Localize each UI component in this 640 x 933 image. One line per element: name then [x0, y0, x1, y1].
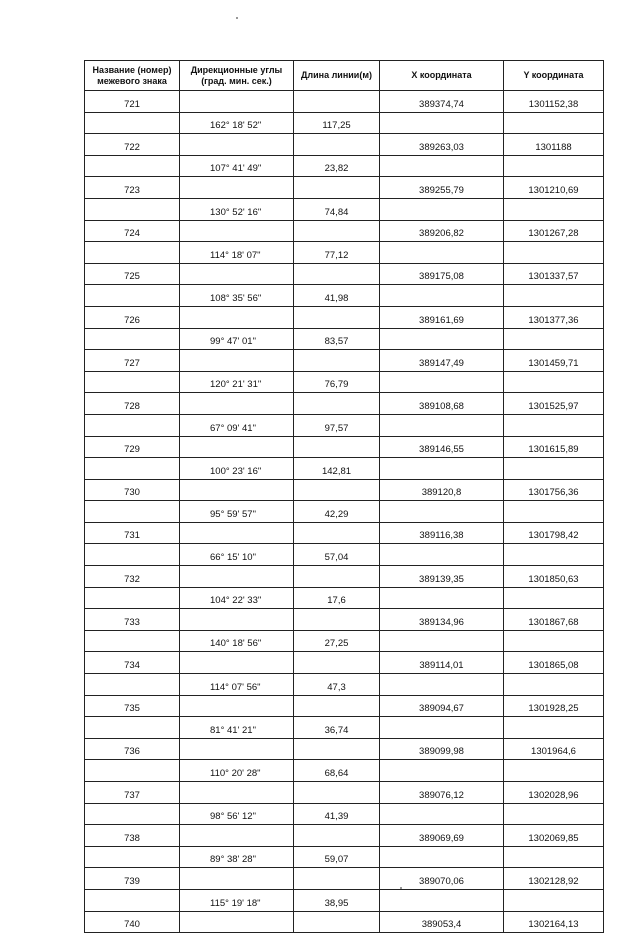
cell-x-coordinate	[380, 458, 504, 480]
cell-line-length: 57,04	[294, 544, 380, 566]
cell-y-coordinate: 1301188	[504, 134, 604, 156]
cell-x-coordinate	[380, 371, 504, 393]
cell-sign-name: 736	[85, 738, 180, 760]
cell-sign-name: 722	[85, 134, 180, 156]
cell-y-coordinate	[504, 803, 604, 825]
cell-line-length: 77,12	[294, 242, 380, 264]
cell-sign-name: 727	[85, 350, 180, 372]
table-row-segment	[85, 371, 604, 393]
cell-line-length	[294, 695, 380, 717]
cell-x-coordinate: 389146,55	[380, 436, 504, 458]
table-row-segment	[85, 760, 604, 782]
cell-line-length: 68,64	[294, 760, 380, 782]
cell-x-coordinate: 389134,96	[380, 609, 504, 631]
cell-direction-angle	[180, 220, 294, 242]
cell-direction-angle	[180, 436, 294, 458]
table-row-segment	[85, 803, 604, 825]
cell-direction-angle	[180, 350, 294, 372]
cell-x-coordinate: 389069,69	[380, 825, 504, 847]
cell-y-coordinate: 1301210,69	[504, 177, 604, 199]
header-x-coordinate: X координата	[380, 61, 504, 91]
cell-line-length	[294, 263, 380, 285]
cell-direction-angle	[180, 479, 294, 501]
cell-x-coordinate	[380, 112, 504, 134]
cell-direction-angle: 99° 47' 01"	[180, 328, 294, 350]
cell-direction-angle	[180, 652, 294, 674]
cell-x-coordinate: 389255,79	[380, 177, 504, 199]
cell-line-length	[294, 782, 380, 804]
cell-sign-name: 731	[85, 522, 180, 544]
cell-sign-name: 737	[85, 782, 180, 804]
cell-direction-angle	[180, 911, 294, 933]
cell-y-coordinate: 1301928,25	[504, 695, 604, 717]
cell-direction-angle	[180, 306, 294, 328]
table-row-segment	[85, 544, 604, 566]
cell-sign-name: 733	[85, 609, 180, 631]
table-row-segment	[85, 285, 604, 307]
cell-line-length	[294, 911, 380, 933]
cell-y-coordinate	[504, 155, 604, 177]
cell-x-coordinate	[380, 846, 504, 868]
cell-line-length: 83,57	[294, 328, 380, 350]
cell-y-coordinate	[504, 414, 604, 436]
cell-sign-name: 723	[85, 177, 180, 199]
cell-x-coordinate	[380, 889, 504, 911]
cell-direction-angle	[180, 566, 294, 588]
cell-x-coordinate	[380, 242, 504, 264]
cell-direction-angle	[180, 522, 294, 544]
cell-sign-name	[85, 242, 180, 264]
cell-y-coordinate	[504, 501, 604, 523]
cell-y-coordinate: 1301152,38	[504, 91, 604, 113]
cell-sign-name: 730	[85, 479, 180, 501]
cell-x-coordinate: 389206,82	[380, 220, 504, 242]
cell-sign-name: 740	[85, 911, 180, 933]
cell-x-coordinate: 389374,74	[380, 91, 504, 113]
cell-line-length: 47,3	[294, 674, 380, 696]
cell-line-length: 42,29	[294, 501, 380, 523]
cell-line-length	[294, 479, 380, 501]
cell-y-coordinate: 1301850,63	[504, 566, 604, 588]
cell-line-length	[294, 350, 380, 372]
cell-direction-angle: 108° 35' 56"	[180, 285, 294, 307]
cell-sign-name: 728	[85, 393, 180, 415]
cell-direction-angle	[180, 825, 294, 847]
table-row-segment	[85, 587, 604, 609]
table-row-segment	[85, 630, 604, 652]
table-row-point	[85, 436, 604, 458]
table-row-segment	[85, 242, 604, 264]
cell-x-coordinate	[380, 803, 504, 825]
table-row-point	[85, 911, 604, 933]
cell-x-coordinate: 389175,08	[380, 263, 504, 285]
cell-sign-name	[85, 803, 180, 825]
cell-sign-name: 724	[85, 220, 180, 242]
cell-direction-angle: 114° 18' 07"	[180, 242, 294, 264]
cell-line-length	[294, 436, 380, 458]
table-row-point	[85, 177, 604, 199]
cell-direction-angle	[180, 868, 294, 890]
header-row	[85, 61, 604, 91]
cell-y-coordinate	[504, 544, 604, 566]
cell-x-coordinate: 389070,06	[380, 868, 504, 890]
table-row-point	[85, 738, 604, 760]
table-row-segment	[85, 889, 604, 911]
table-header	[85, 61, 604, 91]
cell-sign-name	[85, 328, 180, 350]
table-row-point	[85, 652, 604, 674]
cell-direction-angle	[180, 91, 294, 113]
cell-sign-name	[85, 112, 180, 134]
table-row-point	[85, 306, 604, 328]
cell-x-coordinate	[380, 674, 504, 696]
table-row-point	[85, 566, 604, 588]
cell-line-length: 36,74	[294, 717, 380, 739]
header-line-length: Длина линии(м)	[294, 61, 380, 91]
cell-x-coordinate	[380, 544, 504, 566]
table-row-segment	[85, 674, 604, 696]
cell-sign-name	[85, 587, 180, 609]
table-row-segment	[85, 198, 604, 220]
cell-line-length: 41,98	[294, 285, 380, 307]
table-row-segment	[85, 155, 604, 177]
table-row-segment	[85, 717, 604, 739]
cell-y-coordinate: 1301615,89	[504, 436, 604, 458]
cell-direction-angle	[180, 695, 294, 717]
cell-y-coordinate	[504, 674, 604, 696]
cell-x-coordinate: 389147,49	[380, 350, 504, 372]
header-sign-name: Название (номер) межевого знака	[85, 61, 180, 91]
cell-direction-angle: 140° 18' 56"	[180, 630, 294, 652]
cell-y-coordinate: 1301377,36	[504, 306, 604, 328]
table-row-point	[85, 91, 604, 113]
cell-line-length: 27,25	[294, 630, 380, 652]
cell-direction-angle	[180, 738, 294, 760]
cell-y-coordinate: 1302164,13	[504, 911, 604, 933]
cell-direction-angle: 104° 22' 33"	[180, 587, 294, 609]
cell-sign-name	[85, 674, 180, 696]
cell-line-length: 97,57	[294, 414, 380, 436]
cell-line-length	[294, 177, 380, 199]
cell-sign-name	[85, 371, 180, 393]
cell-y-coordinate	[504, 717, 604, 739]
cell-y-coordinate: 1301867,68	[504, 609, 604, 631]
cell-sign-name	[85, 717, 180, 739]
cell-direction-angle: 98° 56' 12"	[180, 803, 294, 825]
table-row-point	[85, 134, 604, 156]
cell-sign-name: 734	[85, 652, 180, 674]
cell-line-length	[294, 220, 380, 242]
table-row-point	[85, 825, 604, 847]
cell-y-coordinate	[504, 889, 604, 911]
cell-line-length: 142,81	[294, 458, 380, 480]
cell-direction-angle: 130° 52' 16"	[180, 198, 294, 220]
cell-y-coordinate	[504, 371, 604, 393]
cell-line-length	[294, 868, 380, 890]
cell-y-coordinate	[504, 846, 604, 868]
cell-sign-name	[85, 630, 180, 652]
table-row-point	[85, 479, 604, 501]
cell-x-coordinate	[380, 760, 504, 782]
cell-y-coordinate: 1301337,57	[504, 263, 604, 285]
cell-direction-angle: 67° 09' 41"	[180, 414, 294, 436]
header-direction-angle: Дирекционные углы (град. мин. сек.)	[180, 61, 294, 91]
cell-sign-name: 732	[85, 566, 180, 588]
header-y-coordinate: Y координата	[504, 61, 604, 91]
cell-sign-name	[85, 285, 180, 307]
cell-y-coordinate: 1301525,97	[504, 393, 604, 415]
cell-direction-angle	[180, 263, 294, 285]
cell-y-coordinate: 1302069,85	[504, 825, 604, 847]
cell-line-length: 59,07	[294, 846, 380, 868]
cell-y-coordinate	[504, 458, 604, 480]
cell-x-coordinate	[380, 155, 504, 177]
cell-direction-angle: 66° 15' 10"	[180, 544, 294, 566]
table-row-segment	[85, 458, 604, 480]
table-row-point	[85, 220, 604, 242]
cell-line-length: 74,84	[294, 198, 380, 220]
cell-line-length	[294, 91, 380, 113]
cell-x-coordinate	[380, 285, 504, 307]
cell-x-coordinate: 389114,01	[380, 652, 504, 674]
cell-y-coordinate	[504, 285, 604, 307]
cell-line-length	[294, 306, 380, 328]
cell-y-coordinate: 1301798,42	[504, 522, 604, 544]
cell-line-length	[294, 522, 380, 544]
cell-sign-name: 735	[85, 695, 180, 717]
cell-y-coordinate	[504, 328, 604, 350]
cell-x-coordinate: 389263,03	[380, 134, 504, 156]
cell-sign-name	[85, 458, 180, 480]
cell-x-coordinate: 389076,12	[380, 782, 504, 804]
cell-line-length: 117,25	[294, 112, 380, 134]
table-row-point	[85, 522, 604, 544]
scan-speck	[236, 17, 238, 19]
cell-x-coordinate: 389108,68	[380, 393, 504, 415]
cell-direction-angle	[180, 134, 294, 156]
cell-y-coordinate	[504, 760, 604, 782]
cell-x-coordinate	[380, 501, 504, 523]
cell-sign-name	[85, 155, 180, 177]
cell-sign-name: 729	[85, 436, 180, 458]
table-row-segment	[85, 501, 604, 523]
table-row-point	[85, 695, 604, 717]
cell-y-coordinate: 1301459,71	[504, 350, 604, 372]
cell-sign-name	[85, 414, 180, 436]
cell-direction-angle: 110° 20' 28"	[180, 760, 294, 782]
cell-x-coordinate	[380, 414, 504, 436]
cell-sign-name	[85, 198, 180, 220]
cell-x-coordinate	[380, 717, 504, 739]
cell-sign-name	[85, 846, 180, 868]
cell-x-coordinate	[380, 328, 504, 350]
cell-line-length: 23,82	[294, 155, 380, 177]
table-row-point	[85, 263, 604, 285]
cell-x-coordinate: 389099,98	[380, 738, 504, 760]
cell-direction-angle: 89° 38' 28"	[180, 846, 294, 868]
cell-x-coordinate: 389094,67	[380, 695, 504, 717]
table-row-point	[85, 782, 604, 804]
table-row-point	[85, 393, 604, 415]
cell-direction-angle: 114° 07' 56"	[180, 674, 294, 696]
cell-sign-name	[85, 760, 180, 782]
cell-x-coordinate: 389053,4	[380, 911, 504, 933]
cell-direction-angle: 120° 21' 31"	[180, 371, 294, 393]
cell-y-coordinate: 1302128,92	[504, 868, 604, 890]
table-row-segment	[85, 112, 604, 134]
table-row-point	[85, 868, 604, 890]
cell-direction-angle: 162° 18' 52"	[180, 112, 294, 134]
cell-x-coordinate	[380, 198, 504, 220]
cell-direction-angle	[180, 177, 294, 199]
cell-y-coordinate: 1302028,96	[504, 782, 604, 804]
cell-y-coordinate	[504, 587, 604, 609]
table-row-point	[85, 350, 604, 372]
cell-direction-angle: 107° 41' 49"	[180, 155, 294, 177]
cell-y-coordinate	[504, 630, 604, 652]
cell-y-coordinate	[504, 242, 604, 264]
cell-line-length	[294, 825, 380, 847]
cell-x-coordinate: 389120,8	[380, 479, 504, 501]
cell-sign-name: 738	[85, 825, 180, 847]
cell-y-coordinate: 1301267,28	[504, 220, 604, 242]
cell-y-coordinate: 1301865,08	[504, 652, 604, 674]
cell-sign-name	[85, 544, 180, 566]
cell-direction-angle: 115° 19' 18"	[180, 889, 294, 911]
cell-line-length: 76,79	[294, 371, 380, 393]
cell-line-length	[294, 609, 380, 631]
cell-direction-angle: 95° 59' 57"	[180, 501, 294, 523]
cell-x-coordinate: 389116,38	[380, 522, 504, 544]
cell-line-length	[294, 738, 380, 760]
cell-direction-angle: 100° 23' 16"	[180, 458, 294, 480]
cell-line-length	[294, 566, 380, 588]
cell-y-coordinate: 1301756,36	[504, 479, 604, 501]
cell-line-length	[294, 393, 380, 415]
cell-direction-angle	[180, 393, 294, 415]
cell-x-coordinate	[380, 587, 504, 609]
table-row-segment	[85, 846, 604, 868]
cell-line-length	[294, 134, 380, 156]
table-row-segment	[85, 414, 604, 436]
cell-y-coordinate	[504, 112, 604, 134]
cell-direction-angle	[180, 782, 294, 804]
cell-x-coordinate: 389161,69	[380, 306, 504, 328]
cell-sign-name: 739	[85, 868, 180, 890]
cell-line-length	[294, 652, 380, 674]
cell-sign-name	[85, 889, 180, 911]
boundary-marks-table	[84, 60, 604, 933]
cell-direction-angle	[180, 609, 294, 631]
table-row-point	[85, 609, 604, 631]
cell-y-coordinate	[504, 198, 604, 220]
cell-sign-name: 726	[85, 306, 180, 328]
cell-line-length: 38,95	[294, 889, 380, 911]
cell-sign-name	[85, 501, 180, 523]
cell-sign-name: 725	[85, 263, 180, 285]
cell-line-length: 41,39	[294, 803, 380, 825]
cell-x-coordinate	[380, 630, 504, 652]
cell-y-coordinate: 1301964,6	[504, 738, 604, 760]
table-row-segment	[85, 328, 604, 350]
cell-direction-angle: 81° 41' 21"	[180, 717, 294, 739]
cell-x-coordinate: 389139,35	[380, 566, 504, 588]
table-body	[85, 91, 604, 933]
cell-line-length: 17,6	[294, 587, 380, 609]
cell-sign-name: 721	[85, 91, 180, 113]
